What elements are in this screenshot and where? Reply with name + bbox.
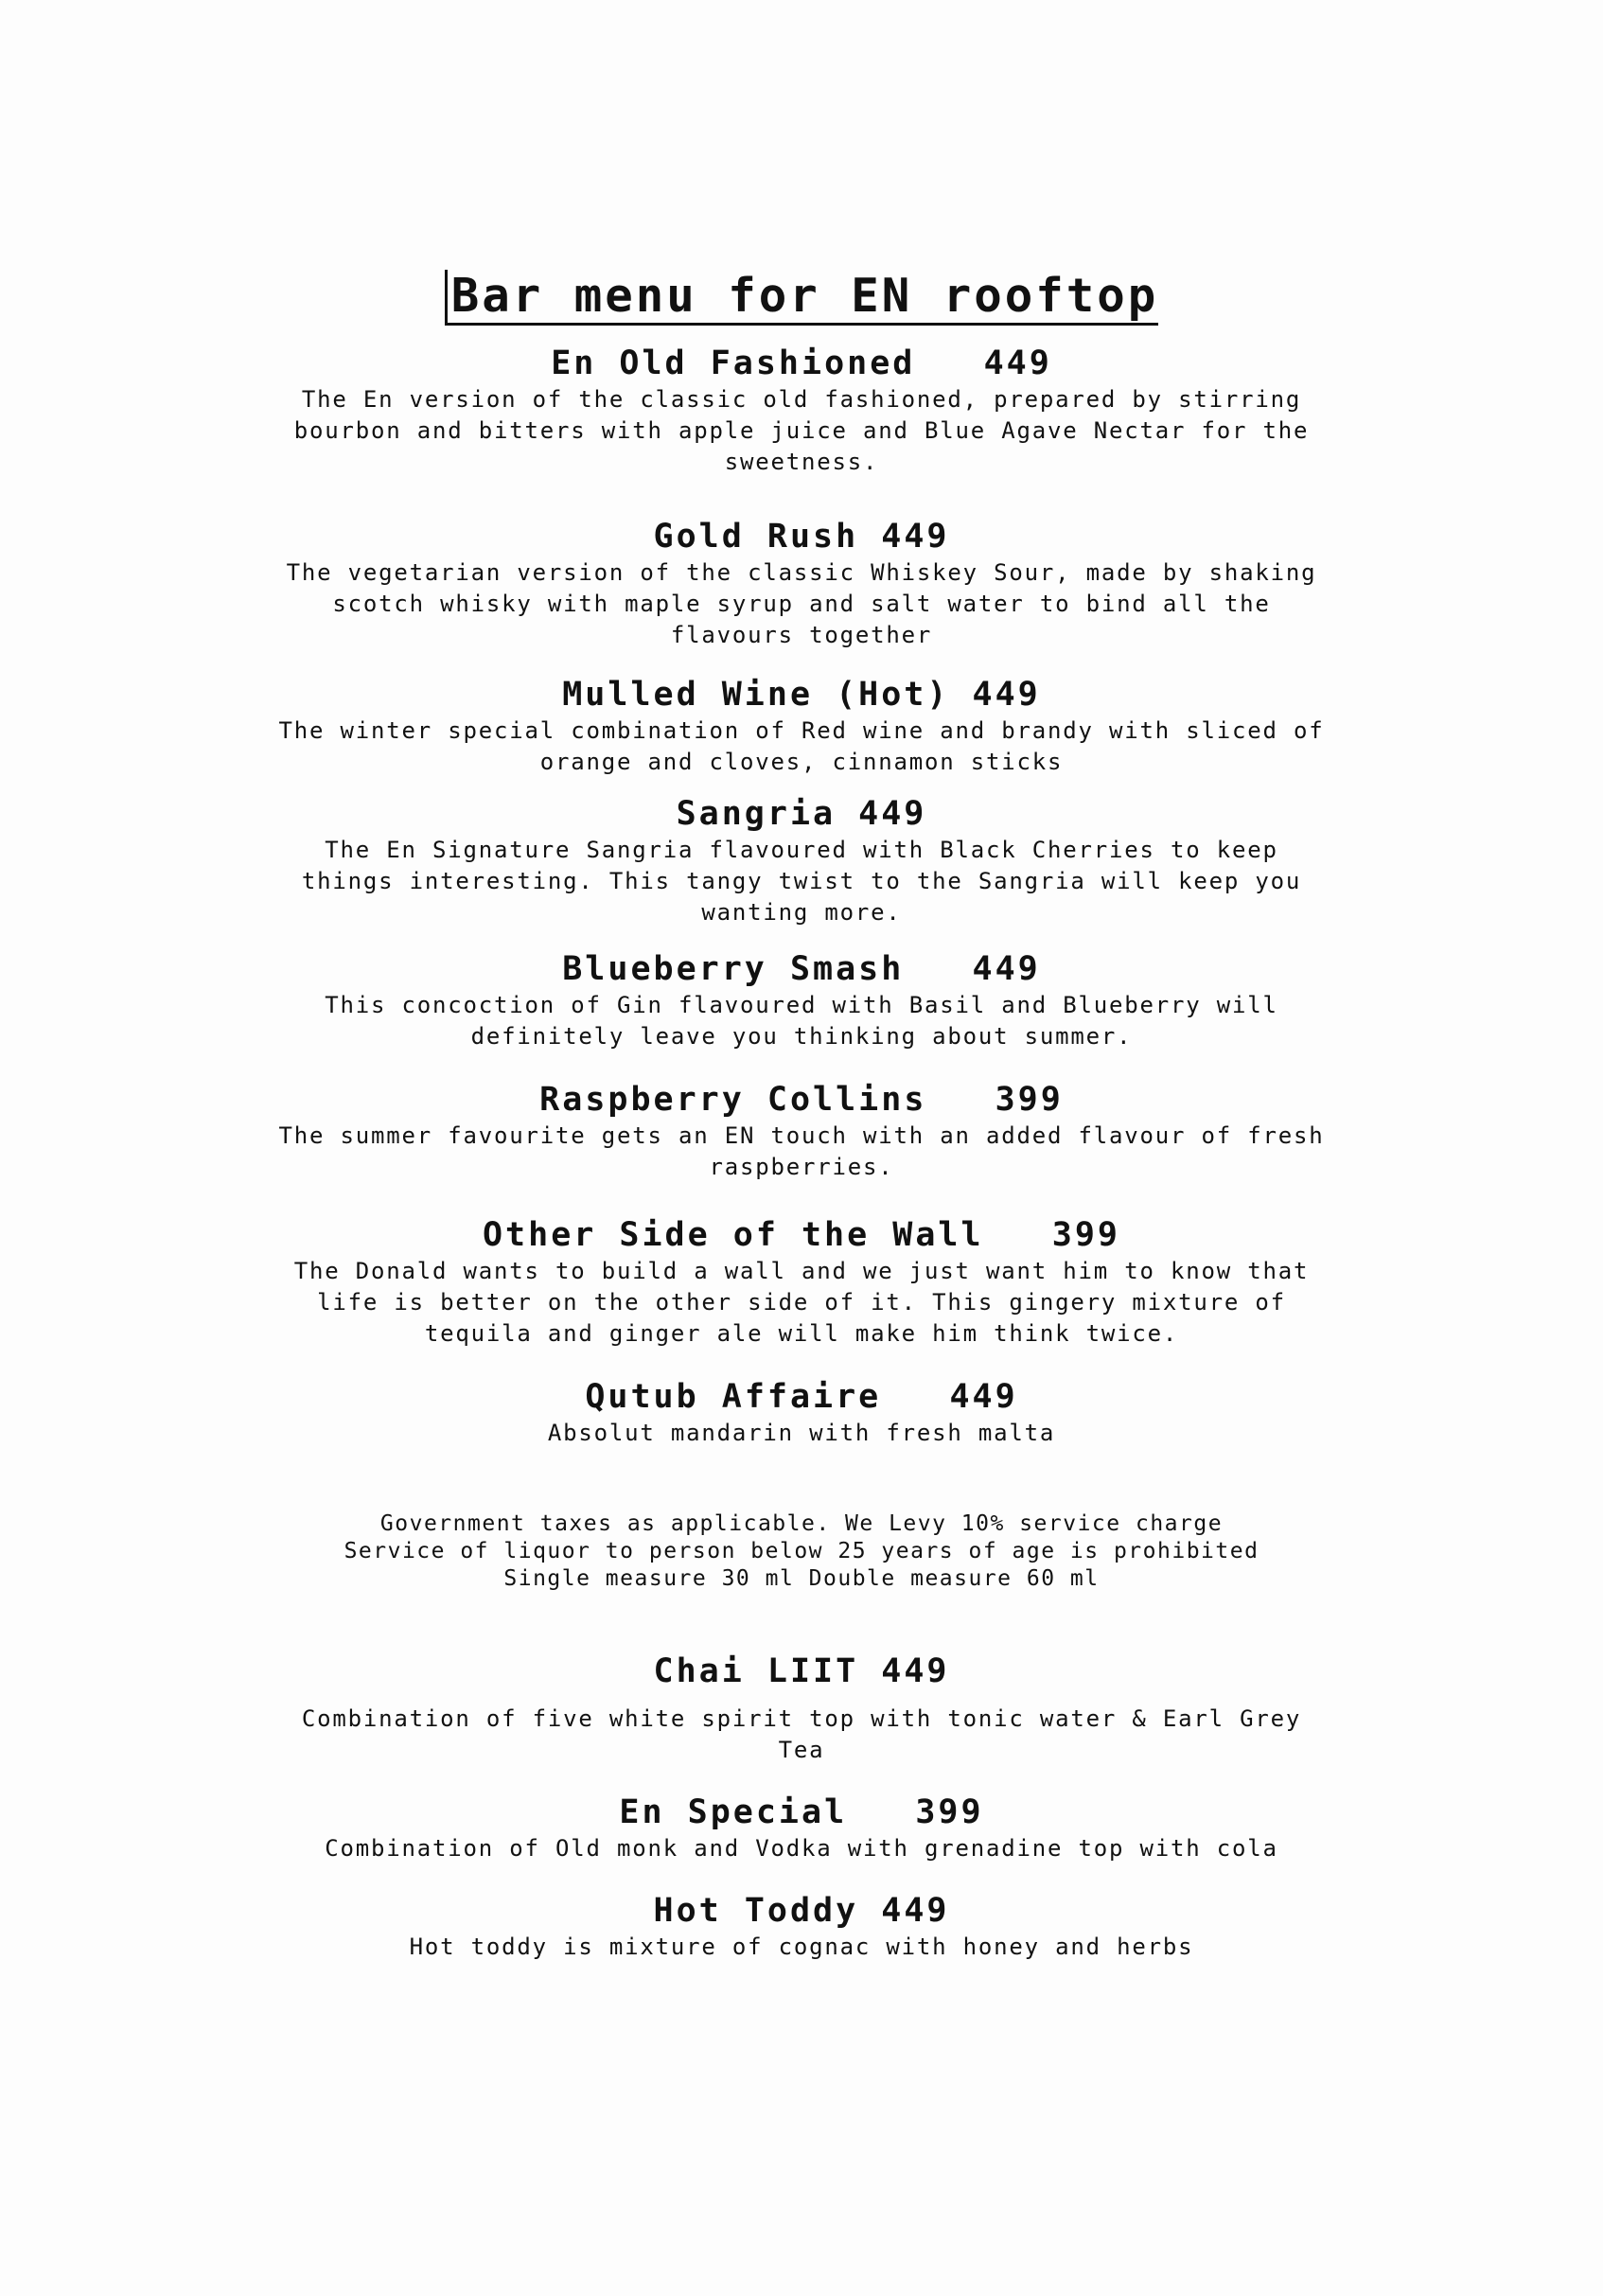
menu-item-heading: En Special 399	[619, 1793, 984, 1831]
menu-item-heading: Other Side of the Wall 399	[482, 1216, 1120, 1254]
menu-item-heading: Chai LIIT 449	[653, 1652, 950, 1690]
menu-title	[0, 268, 1603, 326]
menu-item-heading: Raspberry Collins 399	[539, 1081, 1064, 1119]
menu-item-description: The summer favourite gets an EN touch with an added flavour of fresh raspberries.	[278, 1122, 1325, 1180]
menu-item-other-side-of-the-wall	[0, 1214, 1603, 1350]
menu-item-heading: En Old Fashioned 449	[551, 344, 1052, 382]
menu-item-description: The En Signature Sangria flavoured with Black Cherries to keep things interesting. This tangy twist to the Sangria will keep you wanting more.	[301, 837, 1302, 926]
menu-item-mulled-wine	[0, 674, 1603, 778]
menu-title-text: Bar menu for EN rooftop	[445, 270, 1159, 326]
menu-item-en-old-fashioned	[0, 343, 1603, 478]
menu-item-description: Combination of five white spirit top with tonic water & Earl Grey Tea	[301, 1705, 1302, 1763]
menu-item-description: Combination of Old monk and Vodka with grenadine top with cola	[325, 1835, 1278, 1862]
menu-item-heading: Qutub Affaire 449	[585, 1378, 1018, 1416]
menu-item-description: The vegetarian version of the classic Whiskey Sour, made by shaking scotch whisky with maple syrup and salt water to bind all the flavours together	[286, 559, 1317, 648]
menu-item-blueberry-smash	[0, 948, 1603, 1052]
menu-item-sangria	[0, 793, 1603, 928]
menu-item-qutub-affaire	[0, 1376, 1603, 1449]
menu-item-description: Hot toddy is mixture of cognac with honey and herbs	[409, 1934, 1194, 1960]
menu-item-description: The Donald wants to build a wall and we just want him to know that life is better on the other side of it. This gingery mixture of tequila and ginger ale will make him think twice.	[293, 1258, 1310, 1347]
menu-item-description: This concoction of Gin flavoured with Basil and Blueberry will definitely leave you thinking about summer.	[325, 992, 1278, 1050]
menu-item-heading: Blueberry Smash 449	[562, 950, 1041, 988]
menu-notes	[0, 1510, 1603, 1593]
menu-item-heading: Mulled Wine (Hot) 449	[562, 676, 1041, 714]
menu-item-raspberry-collins	[0, 1079, 1603, 1183]
menu-item-gold-rush	[0, 516, 1603, 651]
menu-item-description: The winter special combination of Red wine and brandy with sliced of orange and cloves, cinnamon sticks	[278, 717, 1325, 775]
note-age-restriction: Service of liquor to person below 25 years of age is prohibited	[344, 1539, 1260, 1563]
menu-item-description: Absolut mandarin with fresh malta	[547, 1420, 1056, 1446]
menu-item-hot-toddy	[0, 1890, 1603, 1963]
menu-item-description: The En version of the classic old fashioned, prepared by stirring bourbon and bitters with apple juice and Blue Agave Nectar for the sweetness.	[293, 386, 1310, 475]
menu-item-heading: Sangria 449	[676, 795, 927, 833]
note-service-charge: Government taxes as applicable. We Levy 10% service charge	[379, 1511, 1224, 1536]
menu-item-chai-liit	[0, 1651, 1603, 1766]
note-measures: Single measure 30 ml Double measure 60 ml	[503, 1566, 1100, 1591]
menu-item-heading: Hot Toddy 449	[653, 1892, 950, 1930]
menu-item-en-special	[0, 1792, 1603, 1864]
menu-item-heading: Gold Rush 449	[653, 518, 950, 556]
